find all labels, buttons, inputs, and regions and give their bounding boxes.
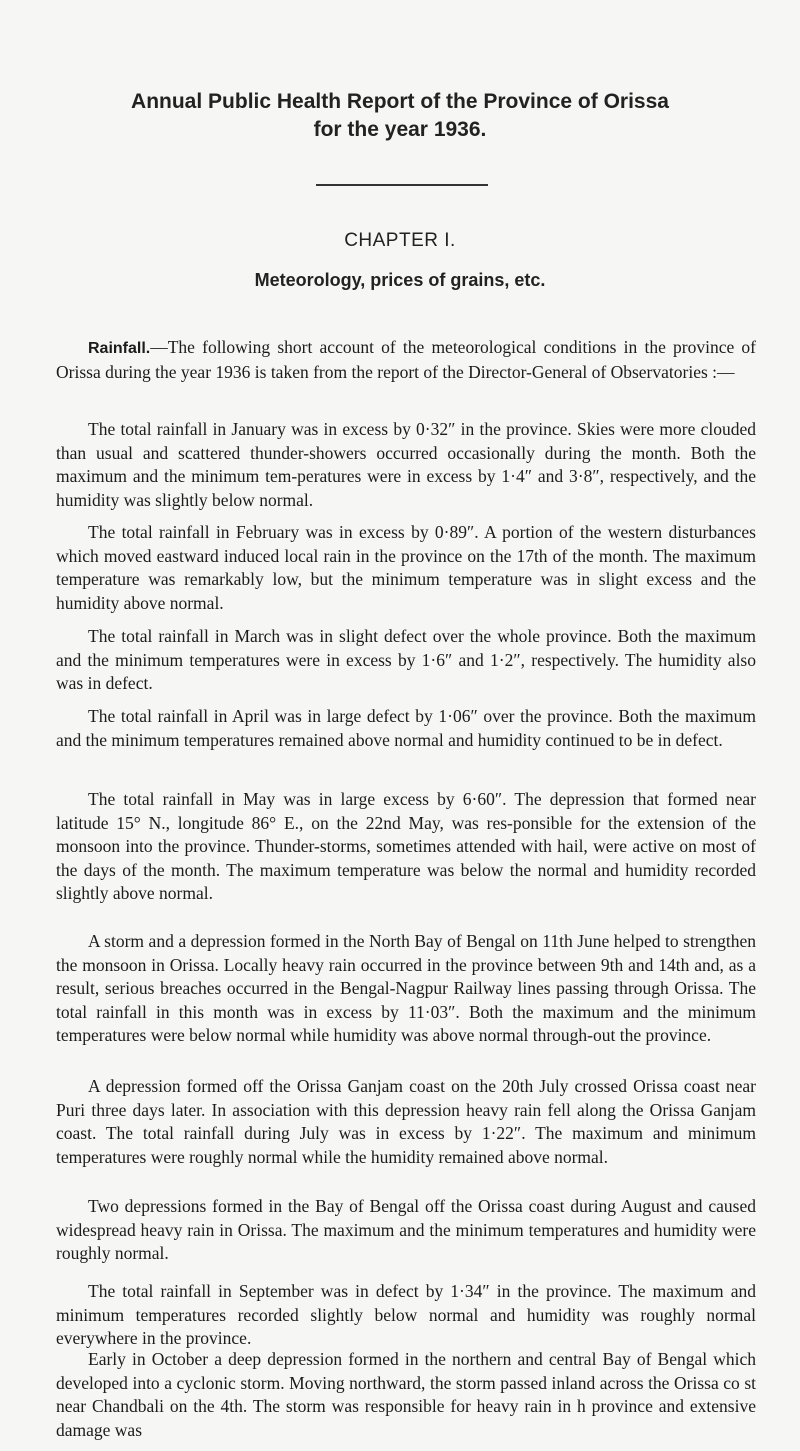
chapter-heading: CHAPTER I. xyxy=(344,230,456,251)
paragraph-march: The total rainfall in March was in slight defect over the whole province. Both the maximum and the minimum temperatures were in excess by 1·6″ and 1·2″, respectively. The humidity also was in defect. xyxy=(56,626,756,693)
intro-paragraph xyxy=(56,336,756,384)
rainfall-lead: Rainfall. xyxy=(88,340,151,357)
paragraph-august: Two depressions formed in the Bay of Bengal off the Orissa coast during August and caused widespread heavy rain in Orissa. The maximum and the minimum temperatures and humidity were roughly normal. xyxy=(56,1196,756,1263)
report-title-year: for the year 1936. xyxy=(313,118,487,141)
paragraph-june: A storm and a depression formed in the North Bay of Bengal on 11th June helped to strengthen the monsoon in Orissa. Locally heavy rain occurred in the province between 9th and 14th and, as a result, serious breaches occurred in the Bengal-Nagpur Railway lines passing through Orissa. The total rainfall in this month was in excess by 11·03″. Both the maximum and the minimum temperatures were below normal while humidity was above normal through-out the province. xyxy=(56,931,756,1045)
paragraph-october: Early in October a deep depression formed in the northern and central Bay of Bengal which developed into a cyclonic storm. Moving northward, the storm passed inland across the Orissa co st near Chandbali on the 4th. The storm was responsible for heavy rain in h province and extensive damage was xyxy=(56,1349,756,1440)
intro-text: —The following short account of the meteorological conditions in the province of Orissa during the year 1936 is taken from the report of the Director-General of Observatories :— xyxy=(56,337,756,382)
paragraph-september: The total rainfall in September was in defect by 1·34″ in the province. The maximum and minimum temperatures recorded slightly below normal and humidity was roughly normal everywhere in the province. xyxy=(56,1281,756,1348)
paragraph-january: The total rainfall in January was in excess by 0·32″ in the province. Skies were more clouded than usual and scattered thunder-showers occurred occasionally during the month. Both the maximum and the minimum tem-peratures were in excess by 1·4″ and 3·8″, respectively, and the humidity was slightly below normal. xyxy=(56,419,756,510)
report-title: Annual Public Health Report of the Province of Orissa xyxy=(131,90,669,113)
title-divider xyxy=(316,184,488,186)
paragraph-july: A depression formed off the Orissa Ganjam coast on the 20th July crossed Orissa coast near Puri three days later. In association with this depression heavy rain fell along the Orissa Ganjam coast. The total rainfall during July was in excess by 1·22″. The maximum and minimum temperatures were roughly normal while the humidity remained above normal. xyxy=(56,1076,756,1167)
paragraph-april: The total rainfall in April was in large defect by 1·06″ over the province. Both the maximum and the minimum temperatures remained above normal and humidity continued to be in defect. xyxy=(56,706,756,750)
paragraph-may: The total rainfall in May was in large excess by 6·60″. The depression that formed near latitude 15° N., longitude 86° E., on the 22nd May, was res-ponsible for the extension of the monsoon into the province. Thunder-storms, sometimes attended with hail, were active on most of the days of the month. The maximum temperature was below the normal and humidity recorded slightly above normal. xyxy=(56,789,756,903)
paragraph-february: The total rainfall in February was in excess by 0·89″. A portion of the western disturbances which moved eastward induced local rain in the province on the 17th of the month. The maximum temperature was remarkably low, but the minimum temperature was in slight excess and the humidity above normal. xyxy=(56,522,756,613)
chapter-subtitle: Meteorology, prices of grains, etc. xyxy=(254,270,546,290)
